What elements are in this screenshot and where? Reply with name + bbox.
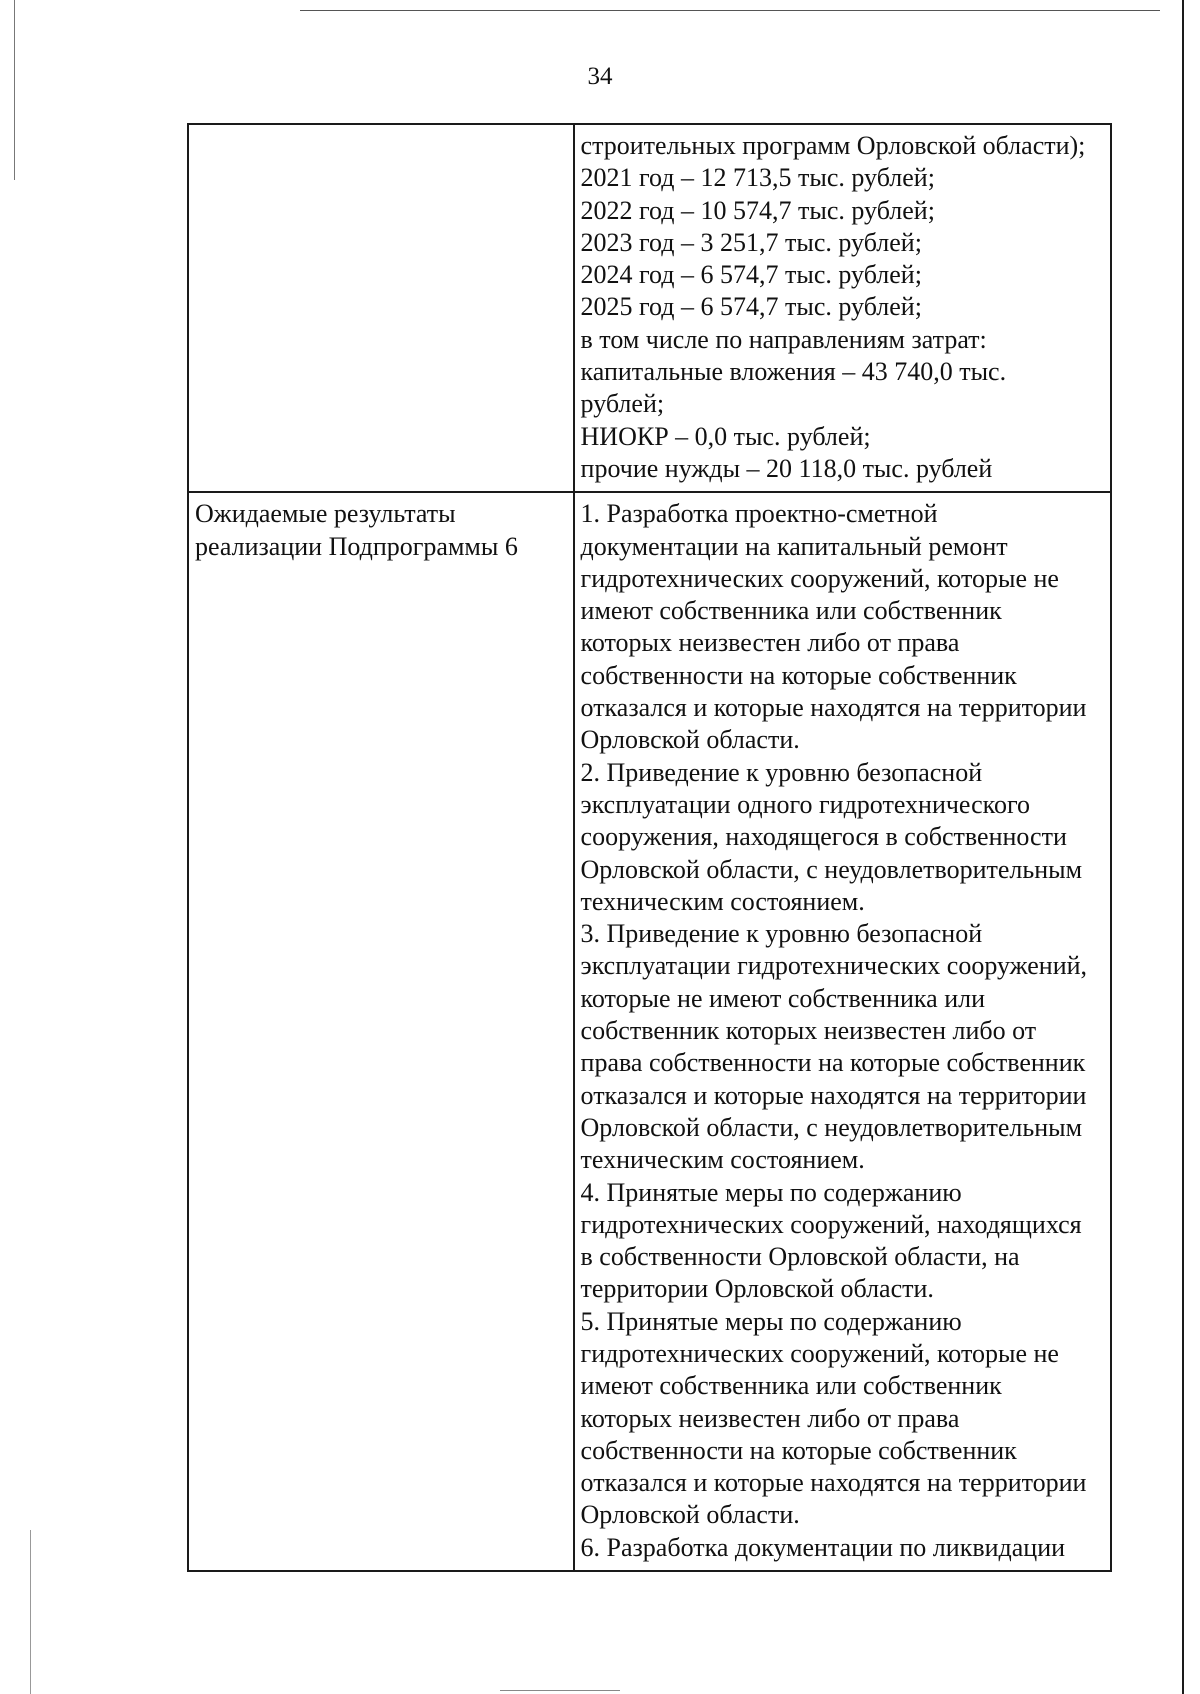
text-line: собственности на которые собственник xyxy=(580,1435,1017,1465)
text-line: 6. Разработка документации по ликвидации xyxy=(580,1532,1066,1562)
text-line: которых неизвестен либо от права xyxy=(580,628,960,658)
expected-results-details-cell xyxy=(574,492,1111,1571)
text-line: 2024 год – 6 574,7 тыс. рублей; xyxy=(580,260,922,290)
text-line: Орловской области. xyxy=(580,725,800,755)
text-line: 5. Принятые меры по содержанию xyxy=(580,1306,962,1336)
text-line: строительных программ Орловской области); xyxy=(580,131,1086,160)
text-line: эксплуатации одного гидротехнического xyxy=(580,789,1030,819)
text-line: эксплуатации гидротехнических сооружений, xyxy=(580,951,1088,981)
expected-results-lines xyxy=(581,498,1104,1564)
table-row-expected-results xyxy=(188,492,1111,1571)
text-line: Орловской области, с неудовлетворительным xyxy=(580,854,1083,884)
financing-label-cell xyxy=(188,124,574,492)
text-line: в собственности Орловской области, на xyxy=(580,1242,1020,1272)
text-line: реализации Подпрограммы 6 xyxy=(195,531,518,561)
text-line: гидротехнических сооружений, находящихся xyxy=(580,1209,1082,1239)
scan-edge-bottom xyxy=(500,1690,620,1691)
scan-edge-right xyxy=(1182,0,1184,1694)
text-line: 2022 год – 10 574,7 тыс. рублей; xyxy=(580,195,935,225)
text-line: техническим состоянием. xyxy=(580,886,865,916)
scan-edge-left-bottom xyxy=(30,1530,31,1694)
text-line: 2025 год – 6 574,7 тыс. рублей; xyxy=(580,292,922,322)
text-line: 2. Приведение к уровню безопасной xyxy=(580,757,983,787)
text-line: прочие нужды – 20 118,0 тыс. рублей xyxy=(580,453,993,483)
text-line: гидротехнических сооружений, которые не xyxy=(580,1338,1059,1368)
text-line: Орловской области. xyxy=(580,1500,800,1530)
text-line: документации на капитальный ремонт xyxy=(580,531,1008,561)
text-line: 2023 год – 3 251,7 тыс. рублей; xyxy=(580,227,922,257)
text-line: имеют собственника или собственник xyxy=(580,596,1002,626)
text-line: которых неизвестен либо от права xyxy=(580,1403,960,1433)
text-line: отказался и которые находятся на территории xyxy=(580,1468,1087,1498)
text-line: права собственности на которые собственник xyxy=(580,1048,1086,1078)
text-line: 2021 год – 12 713,5 тыс. рублей; xyxy=(580,163,935,193)
text-line: имеют собственника или собственник xyxy=(580,1371,1002,1401)
text-line: капитальные вложения – 43 740,0 тыс. xyxy=(580,357,1007,387)
text-line: 3. Приведение к уровню безопасной xyxy=(580,919,983,949)
text-line: территории Орловской области. xyxy=(580,1274,934,1304)
text-line: собственник которых неизвестен либо от xyxy=(580,1016,1037,1046)
expected-results-label-cell xyxy=(188,492,574,1571)
text-line: собственности на которые собственник xyxy=(580,660,1017,690)
subprogram-passport-table xyxy=(187,123,1112,1572)
text-line: НИОКР – 0,0 тыс. рублей; xyxy=(580,421,871,451)
text-line: которые не имеют собственника или xyxy=(580,983,985,1013)
text-line: гидротехнических сооружений, которые не xyxy=(580,563,1059,593)
financing-lines xyxy=(581,130,1104,485)
expected-results-label xyxy=(195,498,567,563)
text-line: 4. Принятые меры по содержанию xyxy=(580,1177,962,1207)
page-number: 34 xyxy=(587,63,613,90)
text-line: сооружения, находящегося в собственности xyxy=(580,822,1067,852)
financing-details-cell xyxy=(574,124,1111,492)
table-row-financing xyxy=(188,124,1111,492)
text-line: в том числе по направлениям затрат: xyxy=(580,324,987,354)
text-line: отказался и которые находятся на территории xyxy=(580,693,1087,723)
text-line: рублей; xyxy=(580,389,665,419)
text-line: Ожидаемые результаты xyxy=(195,499,456,529)
text-line: Орловской области, с неудовлетворительным xyxy=(580,1112,1083,1142)
text-line: техническим состоянием. xyxy=(580,1145,865,1175)
text-line: 1. Разработка проектно-сметной xyxy=(580,499,938,529)
text-line: отказался и которые находятся на территории xyxy=(580,1080,1087,1110)
scan-edge-top xyxy=(300,10,1160,11)
